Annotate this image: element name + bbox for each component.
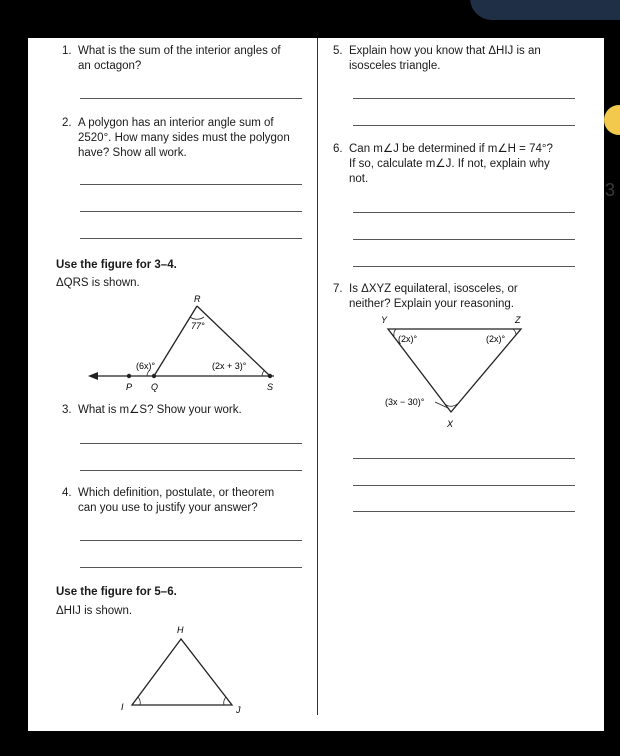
answer-line[interactable] <box>80 540 302 541</box>
side-qr <box>154 306 197 376</box>
arrowhead-icon <box>88 372 98 380</box>
label-y: Y <box>381 315 388 325</box>
label-x: X <box>447 419 454 429</box>
label-z: Z <box>515 315 521 325</box>
label-q: Q <box>151 382 159 392</box>
answer-line[interactable] <box>353 511 575 512</box>
answer-line[interactable] <box>353 98 575 99</box>
section-heading: Use the figure for 3–4. <box>56 259 177 271</box>
answer-line[interactable] <box>80 184 302 185</box>
answer-line[interactable] <box>353 485 575 486</box>
point-p <box>127 374 131 378</box>
figure-caption: ΔQRS is shown. <box>56 277 140 289</box>
question-text: not. <box>349 173 369 185</box>
question-number: 6. <box>333 143 343 155</box>
answer-line[interactable] <box>353 266 575 267</box>
angle-arc <box>138 697 140 705</box>
column-divider <box>317 38 318 715</box>
question-number: 5. <box>333 45 343 57</box>
question-text: Is ΔXYZ equilateral, isosceles, or <box>349 283 518 295</box>
question-text: If so, calculate m∠J. If not, explain why <box>349 158 550 170</box>
question-text: have? Show all work. <box>78 147 187 159</box>
question-text: A polygon has an interior angle sum of <box>78 117 274 129</box>
answer-line[interactable] <box>80 211 302 212</box>
question-number: 7. <box>333 283 343 295</box>
angle-label-z: (2x)° <box>486 334 506 344</box>
answer-line[interactable] <box>80 98 302 99</box>
point-q <box>152 374 156 378</box>
angle-arc <box>262 371 264 376</box>
question-text: Can m∠J be determined if m∠H = 74°? <box>349 143 553 155</box>
label-j: J <box>236 705 241 715</box>
emoji-icon <box>604 105 620 135</box>
question-number: 2. <box>62 117 72 129</box>
question-number: 3. <box>62 404 72 416</box>
label-h: H <box>177 625 184 635</box>
figure-caption: ΔHIJ is shown. <box>56 605 133 617</box>
angle-arc <box>394 329 396 336</box>
angle-label-s: (2x + 3)° <box>212 361 247 371</box>
triangle-hij-figure <box>110 621 250 719</box>
answer-line[interactable] <box>353 239 575 240</box>
worksheet-page <box>28 38 604 731</box>
triangle-xyz-figure <box>378 312 538 436</box>
point-s <box>268 374 272 378</box>
browser-top-tab <box>470 0 620 20</box>
question-text: an octagon? <box>78 60 142 72</box>
section-heading: Use the figure for 5–6. <box>56 586 177 598</box>
question-number: 1. <box>62 45 72 57</box>
answer-line[interactable] <box>353 458 575 459</box>
question-text: isosceles triangle. <box>349 60 441 72</box>
angle-label-r: 77° <box>191 321 205 331</box>
angle-arc <box>190 317 204 319</box>
label-i: I <box>121 702 124 712</box>
triangle-qrs-figure <box>84 292 284 396</box>
answer-line[interactable] <box>353 125 575 126</box>
answer-line[interactable] <box>80 238 302 239</box>
question-text: What is the sum of the interior angles of <box>78 45 281 57</box>
question-text: Which definition, postulate, or theorem <box>78 487 275 499</box>
answer-line[interactable] <box>80 567 302 568</box>
question-text: 2520°. How many sides must the polygon <box>78 132 290 144</box>
triangle-hij <box>132 639 232 705</box>
label-p: P <box>126 382 133 392</box>
edge-digit: 3 <box>605 180 616 200</box>
angle-label-q: (6x)° <box>136 361 156 371</box>
question-text: What is m∠S? Show your work. <box>78 404 242 416</box>
angle-arc <box>224 697 226 705</box>
question-text: Explain how you know that ΔHIJ is an <box>349 45 541 57</box>
label-s: S <box>267 382 274 392</box>
question-text: neither? Explain your reasoning. <box>349 298 514 310</box>
angle-label-x: (3x − 30)° <box>385 397 425 407</box>
answer-line[interactable] <box>80 443 302 444</box>
question-text: can you use to justify your answer? <box>78 502 258 514</box>
answer-line[interactable] <box>80 470 302 471</box>
angle-label-y: (2x)° <box>398 334 418 344</box>
angle-arc <box>513 329 516 335</box>
answer-line[interactable] <box>353 212 575 213</box>
question-number: 4. <box>62 487 72 499</box>
label-r: R <box>194 294 201 304</box>
